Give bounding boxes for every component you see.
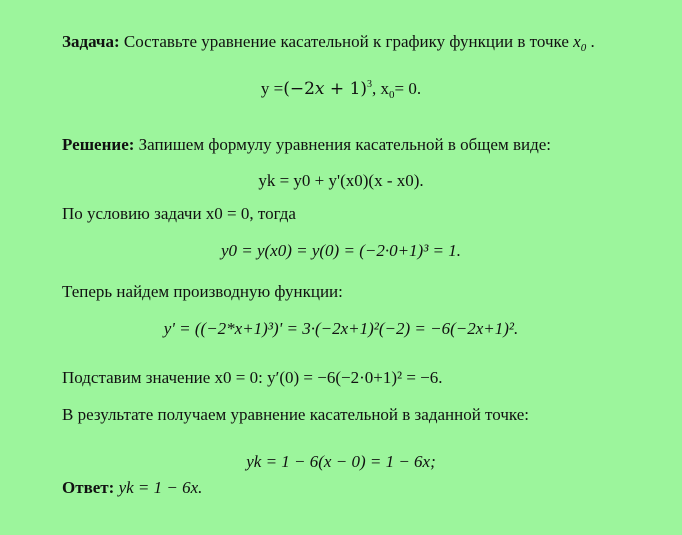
problem-label: Задача: [62,32,120,51]
condition-text: По условию задачи x0 = 0, тогда [62,204,296,223]
solution-text: Запишем формулу уравнения касательной в общем виде: [138,135,551,154]
substitution-line: Подставим значение x0 = 0: y′(0) = −6(−2·0+1)² = −6. [62,368,443,387]
answer-line [62,477,202,499]
tangent-result: yk = 1 − 6(x − 0) = 1 − 6x; [246,452,436,471]
solution-label: Решение: [62,135,135,154]
derivative-intro: Теперь найдем производную функции: [62,282,343,301]
y0-calculation: y0 = y(x0) = y(0) = (−2·0+1)³ = 1. [220,241,462,260]
function-definition: y =(−2𝑥 + 1)$^3$, $x_0= 0$. [260,79,422,101]
result-intro: В результате получаем уравнение касательной в заданной точке: [62,405,529,424]
general-tangent-formula: yk = y0 + y'(x0)(x - x0). [258,171,424,190]
derivative-formula: y' = ((−2*x+1)³)' = 3·(−2x+1)²(−2) = −6(−2x+1)². [163,319,519,338]
problem-statement [62,31,595,53]
answer-label: Ответ: [62,478,115,497]
solution-intro [62,134,551,156]
answer-value: yk = 1 − 6x. [118,478,203,497]
problem-text: Составьте уравнение касательной к графику функции в точке [123,32,569,51]
point-var: $x_0$ [573,32,587,54]
problem-period: . [590,32,595,51]
